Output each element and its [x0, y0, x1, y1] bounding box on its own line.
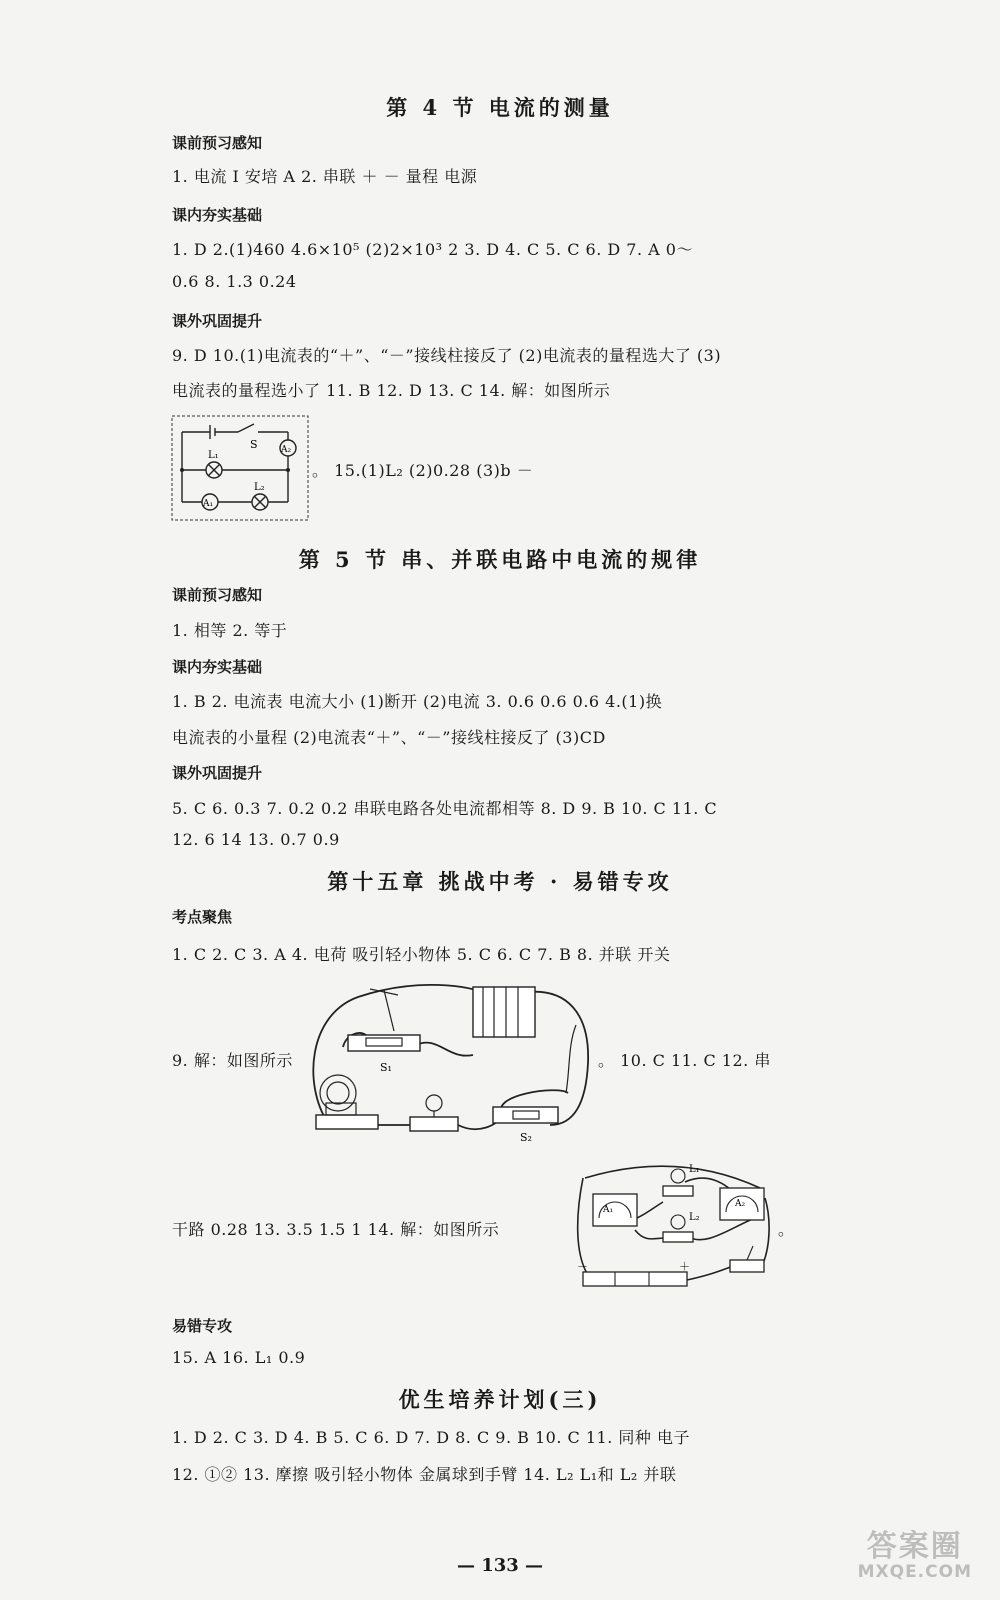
section-4-extra-label: 课外巩固提升	[172, 312, 263, 330]
section-4-inclass-label: 课内夯实基础	[172, 206, 263, 224]
chapter-15-focus-label: 考点聚焦	[172, 908, 233, 926]
chapter-15-answers-1: 1. C 2. C 3. A 4. 电荷 吸引轻小物体 5. C 6. C 7. B 8. 并联 开关	[172, 945, 671, 964]
section-5-title: 第 5 节 串、并联电路中电流的规律	[298, 547, 702, 572]
watermark-logo	[857, 1529, 972, 1582]
circuit-photo-q9	[298, 975, 598, 1145]
section-5-preview-label: 课前预习感知	[172, 586, 263, 604]
chapter-15-q12-lead: 干路 0.28 13. 3.5 1.5 1 14. 解：如图所示	[172, 1220, 500, 1239]
circuit-switch-label: S	[250, 438, 258, 451]
circuit-photo-minus-label: －	[577, 1260, 588, 1273]
section-5-inclass-answers-1: 1. B 2. 电流表 电流大小 (1)断开 (2)电流 3. 0.6 0.6 0.6 4.(1)换	[172, 692, 663, 711]
circuit-lamp-l2-label: L₂	[254, 482, 265, 493]
section-5-inclass-answers-2: 电流表的小量程 (2)电流表“＋”、“－”接线柱接反了 (3)CD	[172, 728, 606, 747]
circuit-photo-ammeter-a2-label: A₂	[735, 1199, 746, 1209]
chapter-15-error-label: 易错专攻	[172, 1317, 233, 1335]
section-4-extra-answers-3: 。 15.(1)L₂ (2)0.28 (3)b －	[312, 461, 534, 480]
chapter-15-q9-lead: 9. 解：如图所示	[172, 1051, 293, 1070]
circuit-photo-lamp-l2-label: L₂	[689, 1212, 700, 1223]
section-4-extra-answers-1: 9. D 10.(1)电流表的“＋”、“－”接线柱接反了 (2)电流表的量程选大了 (3)	[172, 346, 722, 365]
section-4-preview-answers: 1. 电流 I 安培 A 2. 串联 ＋ － 量程 电源	[172, 167, 478, 186]
chapter-15-q14-tail: 。	[778, 1220, 795, 1239]
section-4-preview-label: 课前预习感知	[172, 134, 263, 152]
circuit-diagram-q14	[170, 414, 310, 522]
watermark-url: MXQE.COM	[857, 1562, 972, 1582]
section-4-inclass-answers-2: 0.6 8. 1.3 0.24	[172, 272, 297, 291]
circuit-photo-lamp-l1-label: L₁	[689, 1164, 700, 1175]
circuit-photo-switch-s1-label: S₁	[380, 1061, 392, 1074]
plan-3-answers-2: 12. ①② 13. 摩擦 吸引轻小物体 金属球到手臂 14. L₂ L₁和 L₂ 并联	[172, 1465, 677, 1484]
circuit-ammeter-a1-label: A₁	[203, 499, 214, 509]
circuit-lamp-l1-label: L₁	[208, 450, 219, 461]
section-5-extra-label: 课外巩固提升	[172, 764, 263, 782]
section-5-extra-answers-2: 12. 6 14 13. 0.7 0.9	[172, 830, 340, 849]
chapter-15-title: 第十五章 挑战中考 · 易错专攻	[327, 869, 673, 894]
circuit-ammeter-a2-label: A₂	[281, 445, 292, 455]
section-5-extra-answers-1: 5. C 6. 0.3 7. 0.2 0.2 串联电路各处电流都相等 8. D 9. B 10. C 11. C	[172, 799, 718, 818]
plan-3-title: 优生培养计划(三)	[398, 1387, 602, 1412]
circuit-photo-plus-label: ＋	[679, 1260, 690, 1273]
section-4-extra-answers-2: 电流表的量程选小了 11. B 12. D 13. C 14. 解：如图所示	[172, 381, 611, 400]
plan-3-answers-1: 1. D 2. C 3. D 4. B 5. C 6. D 7. D 8. C 9. B 10. C 11. 同种 电子	[172, 1428, 690, 1447]
chapter-15-error-answers: 15. A 16. L₁ 0.9	[172, 1348, 306, 1367]
circuit-photo-ammeter-a1-label: A₁	[603, 1205, 614, 1215]
watermark-text: 答案圈	[866, 1529, 963, 1564]
section-4-inclass-answers-1: 1. D 2.(1)460 4.6×10⁵ (2)2×10³ 2 3. D 4. C 5. C 6. D 7. A 0～	[172, 240, 693, 259]
section-5-preview-answers: 1. 相等 2. 等于	[172, 621, 288, 640]
section-5-inclass-label: 课内夯实基础	[172, 658, 263, 676]
circuit-photo-q14	[575, 1158, 775, 1294]
chapter-15-q9-tail: 。 10. C 11. C 12. 串	[598, 1051, 771, 1070]
circuit-photo-switch-s2-label: S₂	[520, 1131, 532, 1144]
page-number: — 133 —	[456, 1555, 544, 1576]
section-4-title: 第 4 节 电流的测量	[386, 95, 614, 120]
